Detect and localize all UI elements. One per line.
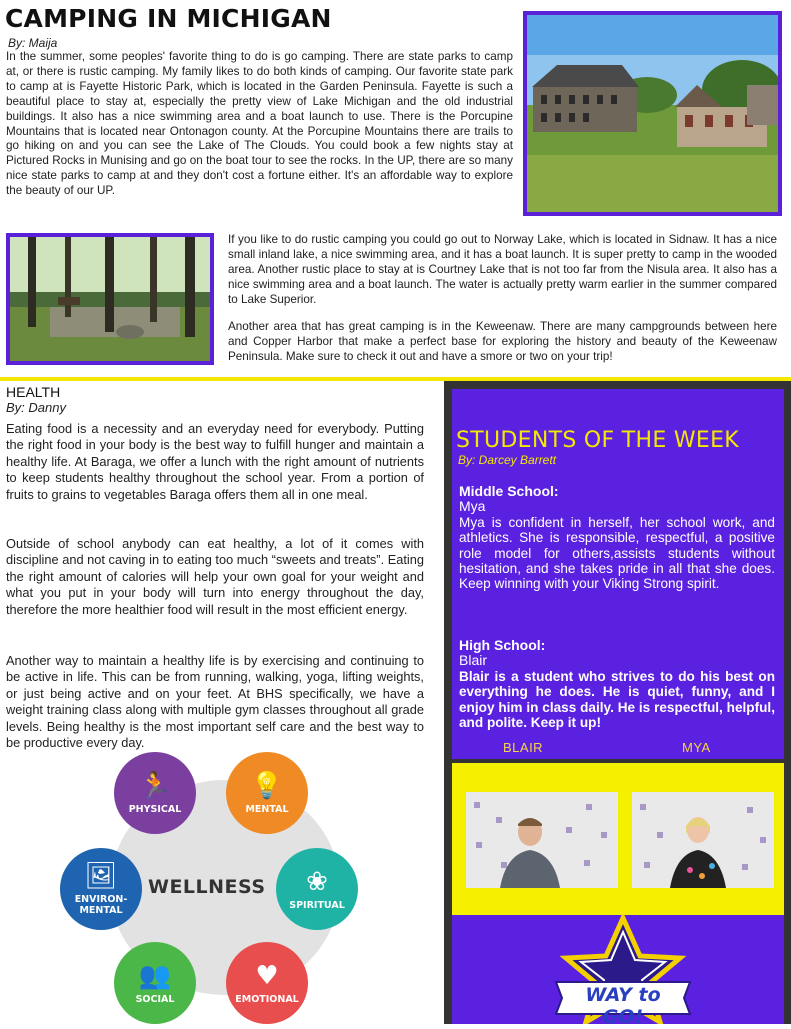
- camping-paragraph-2: If you like to do rustic camping you could go out to Norway Lake, which is located in Sidnaw. It has a nice small inland lake, a nice swimming area, and it has a boat launch. It is super pretty to camp in the wooded area. Another rustic place to stay at is Courtney Lake that is not too far from the Nisula area. It also has a nice swimming area and a boat launch. The water is actually pretty warm earlier in the summer compared to Lake Superior.: [228, 233, 777, 306]
- students-title: STUDENTS OF THE WEEK: [456, 428, 740, 453]
- camping-paragraph-3: Another area that has great camping is in the Keweenaw. There are many campgrounds between here and Copper Harbor that make a perfect base for exploring the history and beauty of the Keweenaw Peninsula. Make sure to check it out and have a smore or two on your trip!: [228, 320, 777, 363]
- camping-byline: By: Maija: [8, 36, 58, 50]
- wellness-environmental-label: ENVIRON- MENTAL: [74, 894, 128, 916]
- wellness-physical: [114, 752, 196, 834]
- high-school-description: Blair is a student who strives to do his best on everything he does. He is quiet, funny, and I enjoy him in class daily. He is respectful, helpful, and polite. Keep it up!: [459, 668, 775, 731]
- mya-photo: [632, 792, 774, 888]
- students-byline: By: Darcey Barrett: [458, 453, 557, 467]
- wellness-social: [114, 942, 196, 1024]
- wellness-mental: [226, 752, 308, 834]
- wellness-environmental: [60, 848, 142, 930]
- wellness-social-label: SOCIAL: [135, 993, 175, 1005]
- people-icon: 👥: [138, 960, 172, 991]
- camping-paragraph-1: In the summer, some peoples' favorite thing to do is go camping. There are state parks to camp at, or there is rustic camping. My family likes to do both kinds of camping. Our favorite state park to camp at is Fayette Historic Park, which is located in the Garden Peninsula. Fayette is such a beautiful place to stay at, especially the pretty view of Lake Michigan and the old industrial buildings. It also has a nice swimming area and a boat launch to use. There is the Porcupine Mountains that is located near Ontonagon county. At the Porcupine Mountains there are trails to go hiking on and you can see the Lake of The Clouds. You could book a few nights stay at Pictured Rocks in Munising and go on the boat tour to see the rocks. In the UP, there are so many nice state parks to camp at and they don't cost a fortune either. It's an affordable way to explore the beauty of our UP.: [6, 50, 513, 198]
- high-school-name: Blair: [459, 652, 488, 669]
- way-to-go-badge: [548, 914, 698, 1028]
- blair-photo: [466, 792, 618, 888]
- middle-school-block: [459, 484, 775, 592]
- high-school-block: [459, 638, 775, 730]
- wellness-spiritual-label: SPIRITUAL: [289, 899, 345, 911]
- health-paragraph-1: Eating food is a necessity and an everyday need for everybody. Putting the right food in your body is the best way to fulfill hunger and maintain a healthy life. At Baraga, we offer a lunch with the right amount of nutrients to keep students healthy throughout the school year. From a portion of fruits to grains to vegetables Baraga offers them all in one meal.: [6, 421, 424, 502]
- fayette-photo-illustration: [527, 15, 778, 212]
- middle-school-description: Mya is confident in herself, her school work, and athletics. She is responsible, respectful, a positive role model for others,assists students without hesitation, and she takes pride in all that she does. Keep winning with your Viking Strong spirit.: [459, 514, 775, 592]
- lightbulb-icon: 💡: [250, 770, 284, 801]
- way-to-go-text: WAY to GO!: [585, 984, 661, 1028]
- high-school-heading: High School:: [459, 637, 546, 653]
- wellness-wheel: [56, 752, 396, 1024]
- photo-label-blair: BLAIR: [503, 740, 544, 755]
- wellness-center-label: WELLNESS: [148, 876, 266, 898]
- woods-photo-illustration: [10, 237, 210, 361]
- wellness-emotional-label: EMOTIONAL: [235, 993, 299, 1005]
- middle-school-heading: Middle School:: [459, 483, 559, 499]
- lotus-icon: ❀: [306, 866, 328, 897]
- wellness-spiritual: [276, 848, 358, 930]
- blair-photo-illustration: [466, 792, 618, 888]
- health-byline: By: Danny: [6, 400, 66, 415]
- photo-label-mya: MYA: [682, 740, 711, 755]
- health-paragraph-2: Outside of school anybody can eat healthy, a lot of it comes with discipline and not caving in to eating too much “sweets and treats”. Eating the right amount of calories will help your own goal for your weight and what you put in your body will turn into energy throughout the day, therefore the more healthier food will result in the most efficient energy.: [6, 536, 424, 617]
- middle-school-name: Mya: [459, 498, 486, 515]
- health-title: HEALTH: [6, 384, 61, 400]
- wellness-physical-label: PHYSICAL: [128, 803, 182, 815]
- health-paragraph-3: Another way to maintain a healthy life is by exercising and continuing to be active in life. This can be from running, walking, yoga, lifting weights, or just being active and on your feet. At BHS specifically, we have a weight training class along with multiple gym classes throughout all grade levels. Being healthy is the most important self care and the best way to be productive every day.: [6, 653, 424, 751]
- woods-campsite-photo: [6, 233, 214, 365]
- picture-icon: 🖼: [84, 861, 118, 891]
- camping-title: CAMPING IN MICHIGAN: [5, 4, 332, 33]
- heart-icon: ♥: [255, 960, 279, 991]
- running-person-icon: 🏃: [138, 770, 172, 801]
- wellness-mental-label: MENTAL: [245, 803, 289, 815]
- fayette-photo: [523, 11, 782, 216]
- mya-photo-illustration: [632, 792, 774, 888]
- wellness-emotional: [226, 942, 308, 1024]
